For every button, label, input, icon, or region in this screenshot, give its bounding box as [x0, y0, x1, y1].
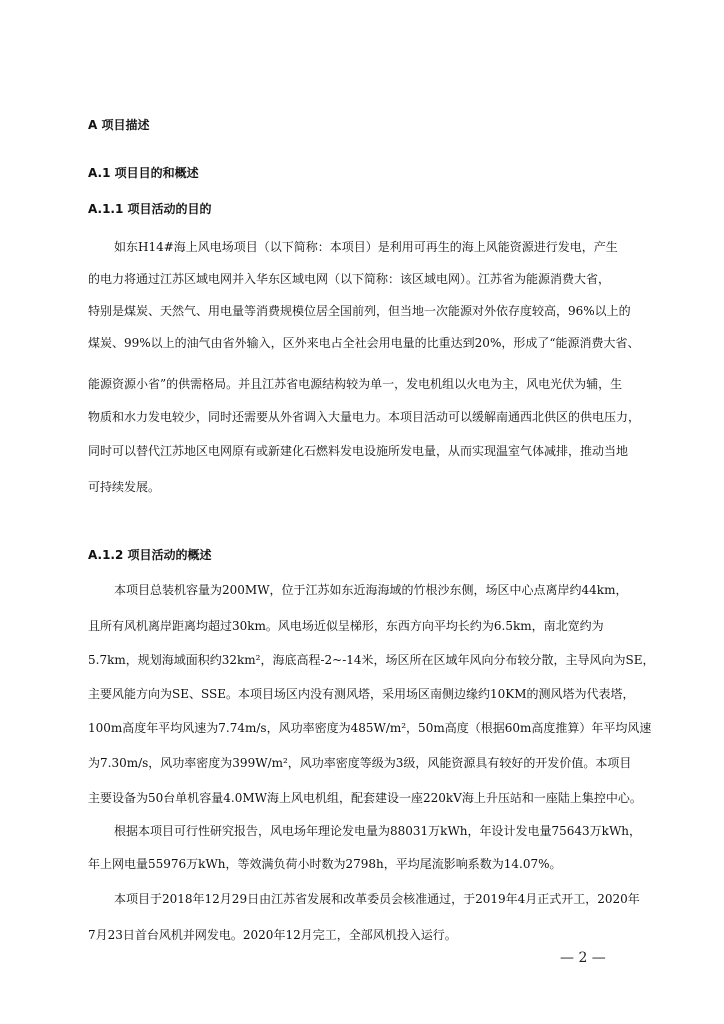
page-number: — 2 — [560, 950, 606, 966]
text-line: 100m高度年平均风速为7.74m/s，风功率密度为485W/m²，50m高度（根据60m高度推算）年平均风速 [88, 721, 652, 735]
text-line: 煤炭、99%以上的油气由省外输入，区外来电占全社会用电量的比重达到20%，形成了“能源消费大省、 [88, 336, 640, 350]
heading-activity-overview: A.1.2 项目活动的概述 [88, 548, 212, 562]
text-line: 如东H14#海上风电场项目（以下简称：本项目）是利用可再生的海上风能资源进行发电，产生 [114, 240, 618, 254]
text-line: 5.7km，规划海域面积约32km²，海底高程-2~-14米，场区所在区域年风向分布较分散，主导风向为SE， [88, 653, 655, 667]
text-line: 物质和水力发电较少，同时还需要从外省调入大量电力。本项目活动可以缓解南通西北供区的供电压力， [88, 410, 641, 424]
text-line: 根据本项目可行性研究报告，风电场年理论发电量为88031万kWh，年设计发电量75643万kWh， [114, 824, 642, 838]
heading-activity-purpose: A.1.1 项目活动的目的 [88, 202, 212, 216]
text-line: 能源资源小省”的供需格局。并且江苏省电源结构较为单一，发电机组以火电为主，风电光伏为辅，生 [88, 377, 623, 391]
text-line: 同时可以替代江苏地区电网原有或新建化石燃料发电设施所发电量，从而实现温室气体减排，推动当地 [88, 444, 629, 458]
text-line: 年上网电量55976万kWh，等效满负荷小时数为2798h，平均尾流影响系数为14.07%。 [88, 857, 562, 871]
text-line: 7月23日首台风机并网发电。2020年12月完工，全部风机投入运行。 [88, 928, 457, 942]
text-line: 主要风能方向为SE、SSE。本项目场区内没有测风塔，采用场区南侧边缘约10KM的测风塔为代表塔， [88, 687, 635, 701]
heading-purpose-overview: A.1 项目目的和概述 [88, 166, 199, 180]
text-line: 本项目于2018年12月29日由江苏省发展和改革委员会核准通过，于2019年4月正式开工，2020年 [114, 892, 640, 906]
text-line: 本项目总装机容量为200MW，位于江苏如东近海海域的竹根沙东侧，场区中心点离岸约44km， [114, 583, 628, 597]
text-line: 且所有风机离岸距离均超过30km。风电场近似呈梯形，东西方向平均长约为6.5km，南北宽约为 [88, 619, 604, 633]
text-line: 可持续发展。 [88, 480, 161, 494]
text-line: 主要设备为50台单机容量4.0MW海上风电机组，配套建设一座220kV海上升压站和一座陆上集控中心。 [88, 791, 642, 805]
text-line: 的电力将通过江苏区域电网并入华东区域电网（以下简称：该区域电网）。江苏省为能源消费大省， [88, 272, 611, 286]
text-line: 为7.30m/s，风功率密度为399W/m²，风功率密度等级为3级，风能资源具有较好的开发价值。本项目 [88, 756, 632, 770]
text-line: 特别是煤炭、天然气、用电量等消费规模位居全国前列，但当地一次能源对外依存度较高，96%以上的 [88, 304, 631, 318]
heading-project-description: A 项目描述 [88, 118, 150, 132]
